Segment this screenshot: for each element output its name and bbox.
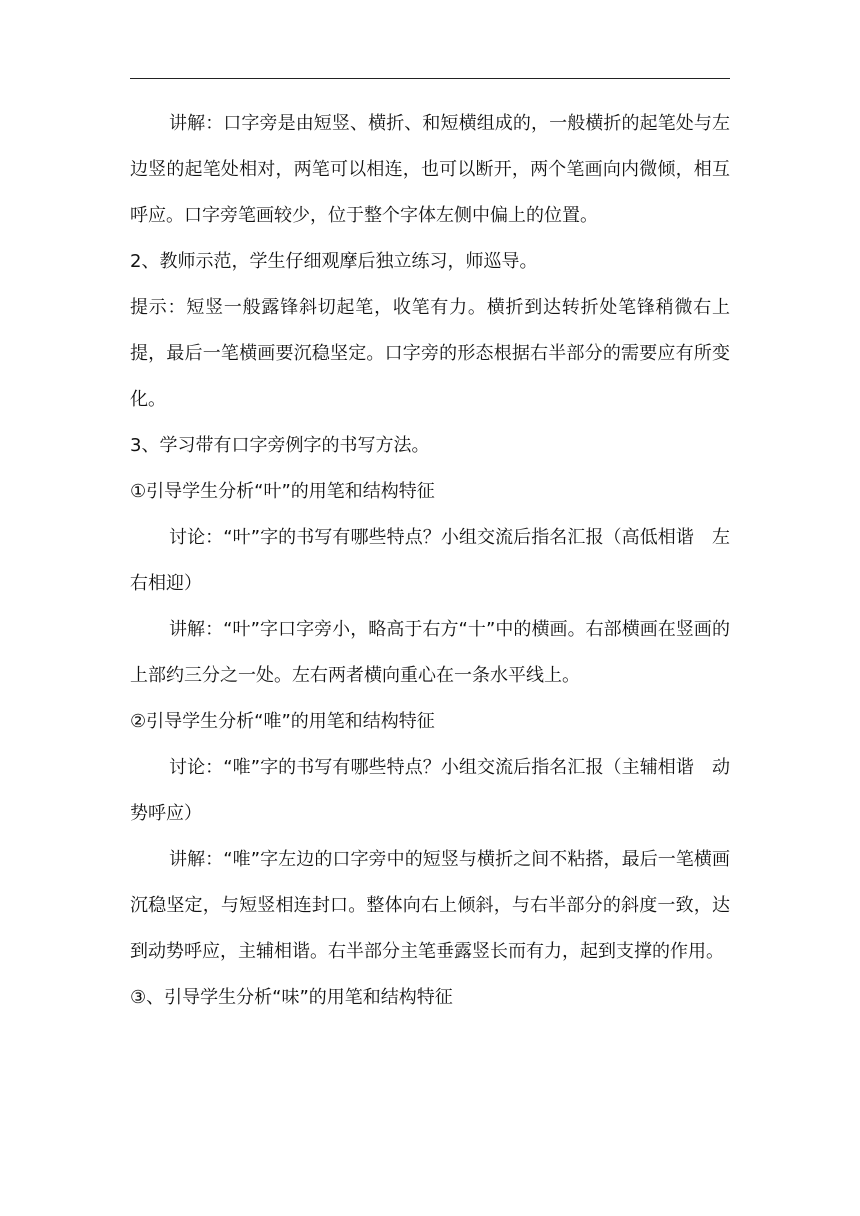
paragraph-wei-heading: ②引导学生分析“唯”的用笔和结构特征 (130, 711, 435, 732)
paragraph-step-2: 2、教师示范，学生仔细观摩后独立练习，师巡导。 (130, 251, 538, 272)
paragraph-ye-discussion: 讨论：“叶”字的书写有哪些特点？小组交流后指名汇报（高低相谐 左右相迎） (130, 527, 730, 594)
paragraph-step-3: 3、学习带有口字旁例字的书写方法。 (130, 435, 430, 456)
paragraph-ye-explanation: 讲解：“叶”字口字旁小，略高于右方“十”中的横画。右部横画在竖画的上部约三分之一处。左右两者横向重心在一条水平线上。 (130, 619, 730, 686)
paragraph-tip: 提示：短竖一般露锋斜切起笔，收笔有力。横折到达转折处笔锋稍微右上提，最后一笔横画要沉稳坚定。口字旁的形态根据右半部分的需要应有所变化。 (130, 297, 730, 410)
paragraph-ye-heading: ①引导学生分析“叶”的用笔和结构特征 (130, 481, 435, 502)
paragraph-wei-discussion: 讨论：“唯”字的书写有哪些特点？小组交流后指名汇报（主辅相谐 动势呼应） (130, 757, 730, 824)
paragraph-wei-explanation: 讲解：“唯”字左边的口字旁中的短竖与横折之间不粘搭，最后一笔横画沉稳坚定，与短竖相连封口。整体向右上倾斜，与右半部分的斜度一致，达到动势呼应，主辅相谐。右半部分主笔垂露竖长而有力，起到支撑的作用。 (130, 849, 730, 962)
paragraph-kou-explanation: 讲解：口字旁是由短竖、横折、和短横组成的，一般横折的起笔处与左边竖的起笔处相对，两笔可以相连，也可以断开，两个笔画向内微倾，相互呼应。口字旁笔画较少，位于整个字体左侧中偏上的位置。 (130, 113, 730, 226)
document-body (130, 101, 730, 1021)
paragraph-wei2-heading: ③、引导学生分析“味”的用笔和结构特征 (130, 987, 453, 1008)
header-rule (130, 78, 730, 79)
